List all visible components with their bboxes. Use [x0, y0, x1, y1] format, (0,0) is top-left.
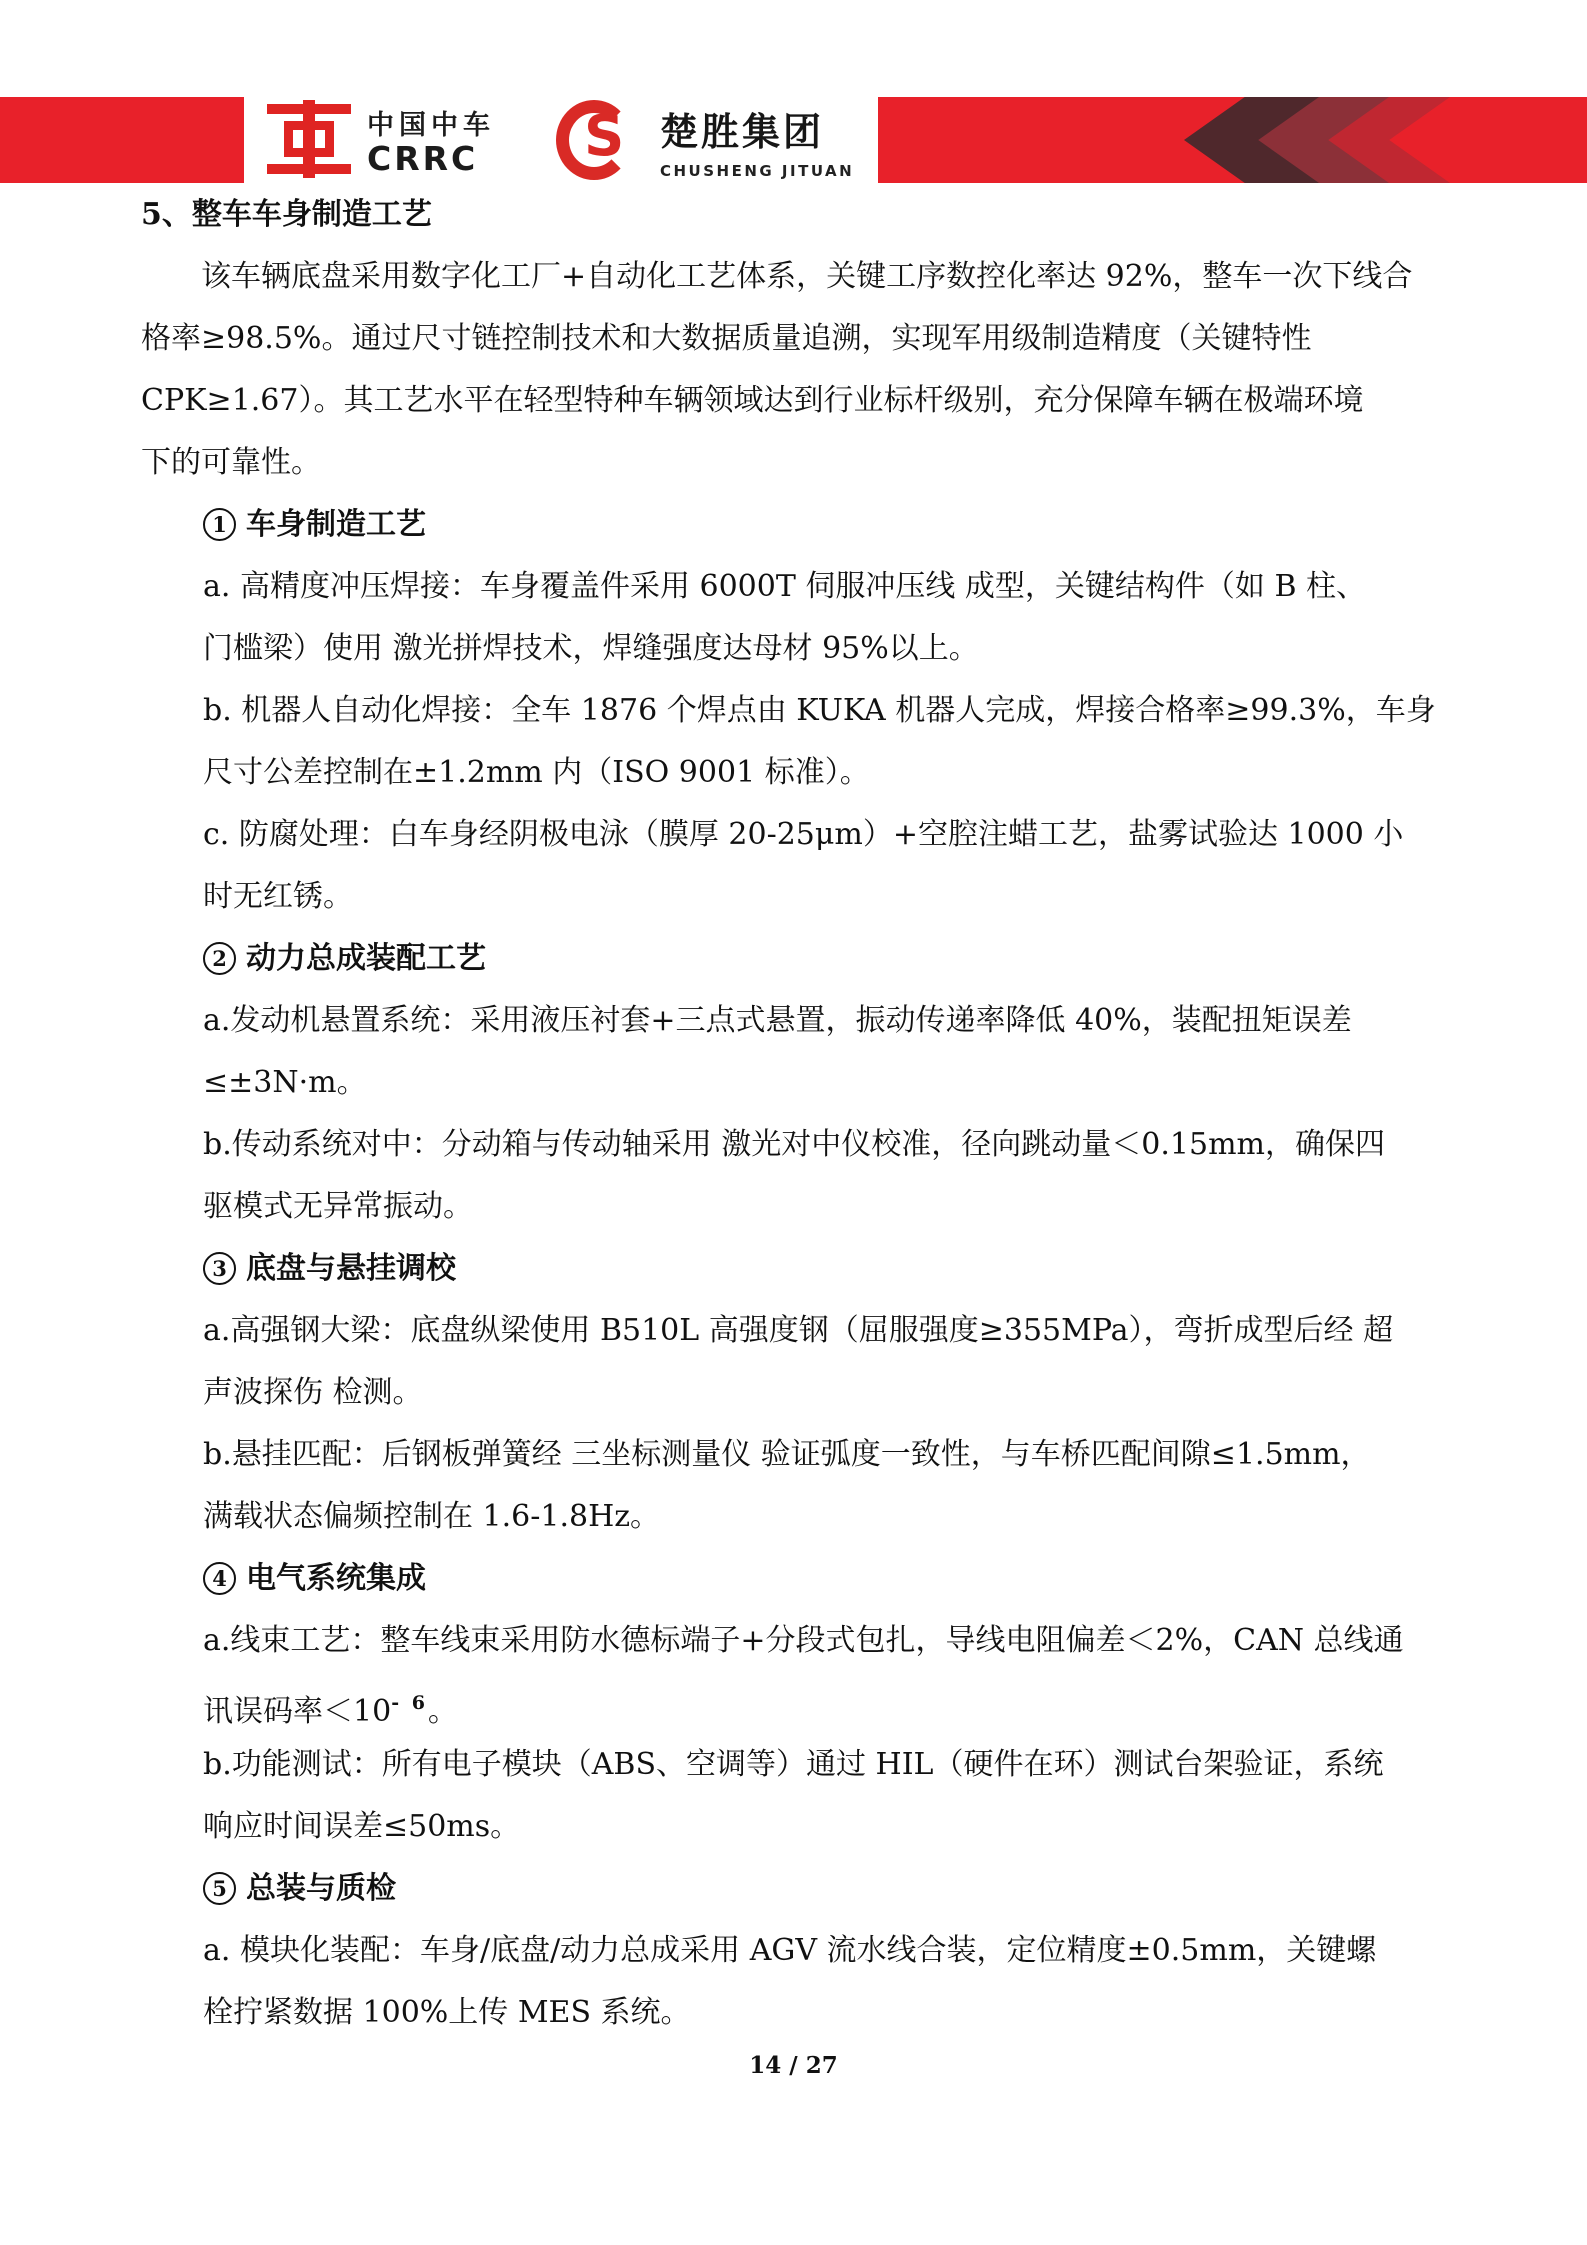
crrc-logo [267, 100, 495, 178]
text-line: 门槛梁）使用 激光拼焊技术，焊缝强度达母材 95%以上。 [203, 631, 979, 666]
text-line: a.发动机悬置系统：采用液压衬套+三点式悬置，振动传递率降低 40%，装配扭矩误差 [203, 1003, 1352, 1038]
text-line: c. 防腐处理：白车身经阴极电泳（膜厚 20-25μm）+空腔注蜡工艺，盐雾试验达 1000 小 [203, 817, 1404, 852]
text-line: b.功能测试：所有电子模块（ABS、空调等）通过 HIL（硬件在环）测试台架验证，系统 [203, 1747, 1384, 1782]
text-line: a.高强钢大梁：底盘纵梁使用 B510L 高强度钢（屈服强度≥355MPa），弯折成型后经 超 [203, 1313, 1394, 1348]
text-line: 该车辆底盘采用数字化工厂+自动化工艺体系，关键工序数控化率达 92%，整车一次下线合 [201, 259, 1413, 294]
circled-number: 4 [203, 1562, 236, 1595]
text-line: 讯误码率$<10^{- 6}$。 [203, 1692, 458, 1729]
text-line: 响应时间误差≤50ms。 [203, 1809, 521, 1844]
header-red-block-right [878, 97, 1587, 183]
text-line: CPK≥1.67）。其工艺水平在轻型特种车辆领域达到行业标杆级别，充分保障车辆在极端环境 [141, 383, 1364, 418]
crrc-emblem-icon [267, 100, 351, 178]
text-line: b. 机器人自动化焊接：全车 1876 个焊点由 KUKA 机器人完成，焊接合格率≥99.3%，车身 [203, 693, 1436, 728]
chusheng-mark-icon: S [556, 100, 648, 180]
section-heading: 2 动力总成装配工艺 [141, 928, 1587, 990]
document-lines [0, 184, 1587, 2044]
page-heading: 5、整车车身制造工艺 [141, 197, 432, 232]
text-line: 格率≥98.5%。通过尺寸链控制技术和大数据质量追溯，实现军用级制造精度（关键特性 [141, 321, 1312, 356]
section-heading: 4 电气系统集成 [141, 1548, 1587, 1610]
circled-number: 5 [203, 1872, 236, 1905]
circled-number: 3 [203, 1252, 236, 1285]
text-line: ≤±3N·m。 [203, 1065, 367, 1100]
page-number: 14 / 27 [749, 2052, 838, 2079]
circled-number: 2 [203, 942, 236, 975]
section-heading: 5 总装与质检 [141, 1858, 1587, 1920]
text-line: b.悬挂匹配：后钢板弹簧经 三坐标测量仪 验证弧度一致性，与车桥匹配间隙≤1.5mm， [203, 1437, 1371, 1472]
chusheng-name-en: CHUSHENG JITUAN [660, 161, 855, 180]
section-heading: 3 底盘与悬挂调校 [141, 1238, 1587, 1300]
text-line: 声波探伤 检测。 [203, 1375, 423, 1410]
text-line: 满载状态偏频控制在 1.6-1.8Hz。 [203, 1499, 661, 1534]
header-red-block-left [0, 97, 244, 183]
text-line: a.线束工艺：整车线束采用防水德标端子+分段式包扎，导线电阻偏差＜2%，CAN 总线通 [203, 1623, 1404, 1658]
text-line: 尺寸公差控制在±1.2mm 内（ISO 9001 标准）。 [203, 755, 870, 790]
chusheng-name-cn: 楚胜集团 [660, 109, 825, 154]
text-line: a. 高精度冲压焊接：车身覆盖件采用 6000T 伺服冲压线 成型，关键结构件（如 B 柱、 [203, 569, 1367, 604]
text-line: a. 模块化装配：车身/底盘/动力总成采用 AGV 流水线合装，定位精度±0.5mm，关键螺 [203, 1933, 1377, 1968]
crrc-name-en: CRRC [367, 139, 479, 178]
section-heading: 1 车身制造工艺 [141, 494, 1587, 556]
text-line: 下的可靠性。 [141, 445, 321, 480]
text-line: b.传动系统对中：分动箱与传动轴采用 激光对中仪校准，径向跳动量＜0.15mm，确保四 [203, 1127, 1385, 1162]
circled-number: 1 [203, 508, 236, 541]
chusheng-logo [556, 100, 854, 180]
text-line: 时无红锈。 [203, 879, 353, 914]
text-line: 驱模式无异常振动。 [203, 1189, 473, 1224]
crrc-name-cn: 中国中车 [367, 110, 495, 141]
text-line: 栓拧紧数据 100%上传 MES 系统。 [203, 1995, 691, 2030]
